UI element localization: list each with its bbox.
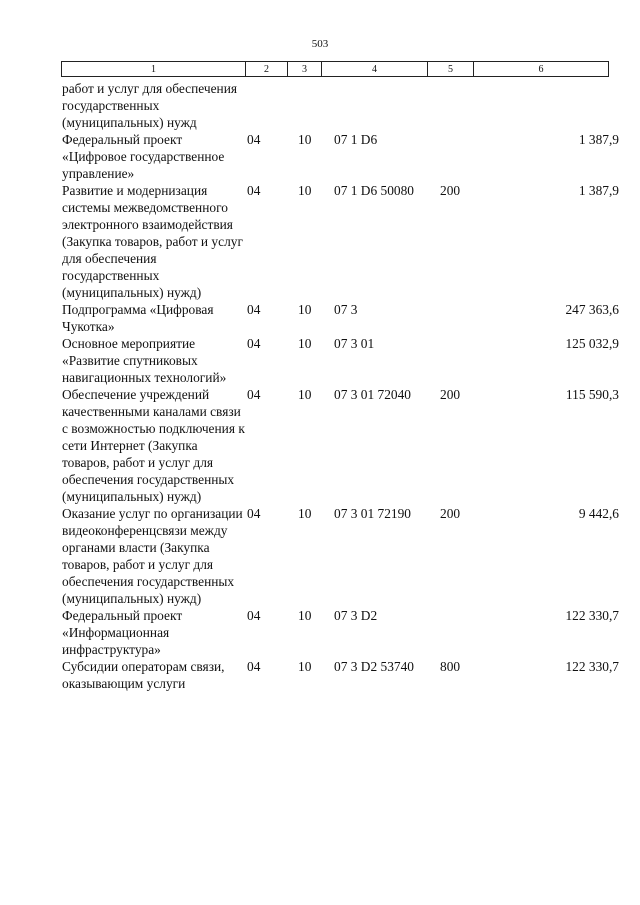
amount: 115 590,3 — [565, 387, 619, 402]
target-article-code: 07 3 01 72190 — [334, 506, 411, 521]
table-row — [61, 182, 620, 301]
section-code: 04 — [247, 132, 261, 147]
column-header-4: 4 — [322, 62, 428, 77]
expense-type-code — [439, 335, 485, 386]
section-code: 04 — [247, 608, 261, 623]
table-row — [61, 131, 620, 182]
target-article-code: 07 3 — [334, 302, 358, 317]
row-name: Подпрограмма «Цифровая Чукотка» — [62, 302, 214, 334]
row-name: Обеспечение учреждений качественными каналами связи с возможностью подключения к сети Интернет (Закупка товаров, работ и услуг для обеспечения государственных (муниципальных) нужд) — [62, 387, 245, 504]
amount: 122 330,7 — [565, 659, 619, 674]
table-row — [61, 505, 620, 607]
subsection-code: 10 — [298, 183, 312, 198]
section-code: 04 — [247, 183, 261, 198]
subsection-code: 10 — [298, 336, 312, 351]
table-row — [61, 80, 620, 131]
row-name: Оказание услуг по организации видеоконференцсвязи между органами власти (Закупка товаров, работ и услуг для обеспечения государственных (муниципальных) нужд) — [62, 506, 243, 606]
column-header-row — [61, 61, 609, 77]
row-name: работ и услуг для обеспечения государственных (муниципальных) нужд — [62, 81, 238, 130]
row-name: Федеральный проект «Информационная инфраструктура» — [62, 608, 183, 657]
amount — [485, 80, 620, 131]
subsection-code: 10 — [298, 506, 312, 521]
subsection-code: 10 — [298, 608, 312, 623]
section-code: 04 — [247, 387, 261, 402]
subsection-code — [288, 80, 331, 131]
table-row — [61, 607, 620, 658]
target-article-code: 07 3 01 — [334, 336, 375, 351]
table-row — [61, 335, 620, 386]
amount: 1 387,9 — [578, 132, 619, 147]
column-header-5: 5 — [428, 62, 474, 77]
subsection-code: 10 — [298, 387, 312, 402]
expense-type-code — [439, 80, 485, 131]
row-name: Развитие и модернизация системы межведомственного электронного взаимодействия (Закупка товаров, работ и услуг для обеспечения государственных (муниципальных) нужд) — [62, 183, 243, 300]
target-article-code: 07 3 D2 — [334, 608, 378, 623]
expense-type-code — [439, 301, 485, 335]
expense-type-code: 800 — [440, 659, 461, 674]
target-article-code — [331, 80, 439, 131]
column-header-2: 2 — [246, 62, 288, 77]
column-header-1: 1 — [62, 62, 246, 77]
amount: 247 363,6 — [565, 302, 619, 317]
subsection-code: 10 — [298, 659, 312, 674]
target-article-code: 07 1 D6 — [334, 132, 378, 147]
expense-type-code — [439, 131, 485, 182]
section-code: 04 — [247, 302, 261, 317]
amount: 125 032,9 — [565, 336, 619, 351]
budget-table-body — [61, 80, 620, 692]
section-code — [245, 80, 288, 131]
section-code: 04 — [247, 506, 261, 521]
table-row — [61, 658, 620, 692]
row-name: Основное мероприятие «Развитие спутниковых навигационных технологий» — [62, 336, 227, 385]
amount: 9 442,6 — [578, 506, 619, 521]
amount: 122 330,7 — [565, 608, 619, 623]
row-name: Субсидии операторам связи, оказывающим услуги — [62, 659, 225, 691]
subsection-code: 10 — [298, 302, 312, 317]
page-number: 503 — [311, 38, 329, 50]
table-row — [61, 386, 620, 505]
row-name: Федеральный проект «Цифровое государственное управление» — [62, 132, 225, 181]
section-code: 04 — [247, 659, 261, 674]
target-article-code: 07 1 D6 50080 — [334, 183, 414, 198]
target-article-code: 07 3 01 72040 — [334, 387, 411, 402]
amount: 1 387,9 — [578, 183, 619, 198]
section-code: 04 — [247, 336, 261, 351]
expense-type-code: 200 — [440, 506, 461, 521]
expense-type-code — [439, 607, 485, 658]
column-header-6: 6 — [474, 62, 609, 77]
expense-type-code: 200 — [440, 183, 461, 198]
table-row — [61, 301, 620, 335]
subsection-code: 10 — [298, 132, 312, 147]
target-article-code: 07 3 D2 53740 — [334, 659, 414, 674]
column-header-3: 3 — [288, 62, 322, 77]
expense-type-code: 200 — [440, 387, 461, 402]
budget-table — [61, 80, 620, 692]
